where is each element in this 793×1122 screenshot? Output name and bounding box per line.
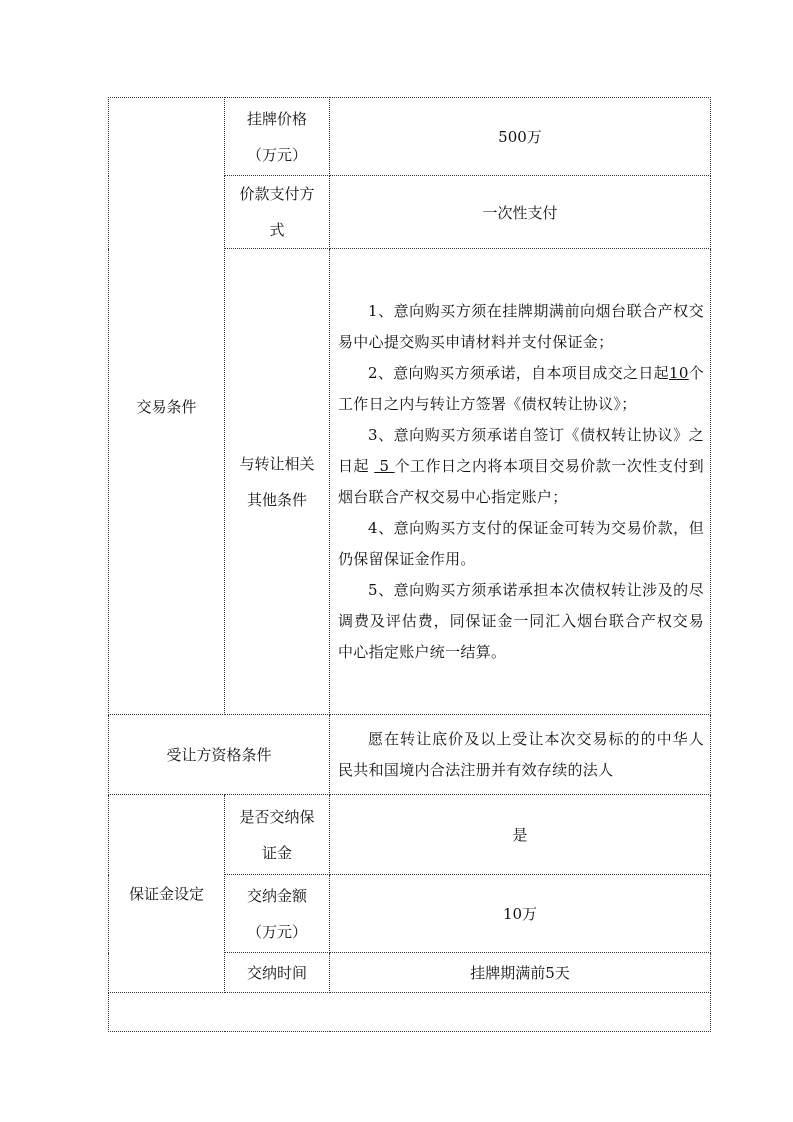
condition-item: 3、意向购买方须承诺自签订《债权转让协议》之日起 5 个工作日之内将本项目交易价款一次性支付到烟台联合产权交易中心指定账户；: [338, 425, 704, 506]
other-conditions-label: 与转让相关其他条件: [225, 249, 330, 715]
deposit-amount-value: 10万: [330, 875, 711, 953]
payment-label: 价款支付方式: [225, 176, 330, 249]
days-value: 5: [379, 456, 390, 475]
conditions-table: [108, 97, 711, 1032]
payment-value: 一次性支付: [330, 176, 711, 249]
price-value: 500万: [330, 98, 711, 176]
condition-item: 5、意向购买方须承诺承担本次债权转让涉及的尽调费及评估费，同保证金一同汇入烟台联合产权交易中心指定账户统一结算。: [338, 580, 704, 661]
days-value: 10: [668, 363, 689, 382]
trade-conditions-title: 交易条件: [109, 98, 225, 715]
deposit-required-value: 是: [330, 795, 711, 875]
empty-row: [109, 993, 711, 1032]
deposit-title: 保证金设定: [109, 795, 225, 993]
deposit-required-row: [109, 795, 711, 875]
empty-cell: [109, 993, 711, 1032]
condition-item: 4、意向购买方支付的保证金可转为交易价款，但仍保留保证金作用。: [338, 518, 704, 568]
deposit-required-label: 是否交纳保证金: [225, 795, 330, 875]
deposit-time-value: 挂牌期满前5天: [330, 953, 711, 993]
deposit-time-label: 交纳时间: [225, 953, 330, 993]
price-row: [109, 98, 711, 176]
transferee-value: 愿在转让底价及以上受让本次交易标的的中华人民共和国境内合法注册并有效存续的法人: [338, 729, 704, 779]
condition-item: 2、意向购买方须承诺，自本项目成交之日起10个工作日之内与转让方签署《债权转让协议》；: [338, 363, 704, 413]
condition-item: 1、意向购买方须在挂牌期满前向烟台联合产权交易中心提交购买申请材料并支付保证金；: [338, 301, 704, 351]
transferee-label: 受让方资格条件: [109, 715, 330, 795]
other-conditions-content: [330, 249, 711, 715]
price-label: 挂牌价格（万元）: [225, 98, 330, 176]
deposit-amount-label: 交纳金额（万元）: [225, 875, 330, 953]
transferee-row: [109, 715, 711, 795]
